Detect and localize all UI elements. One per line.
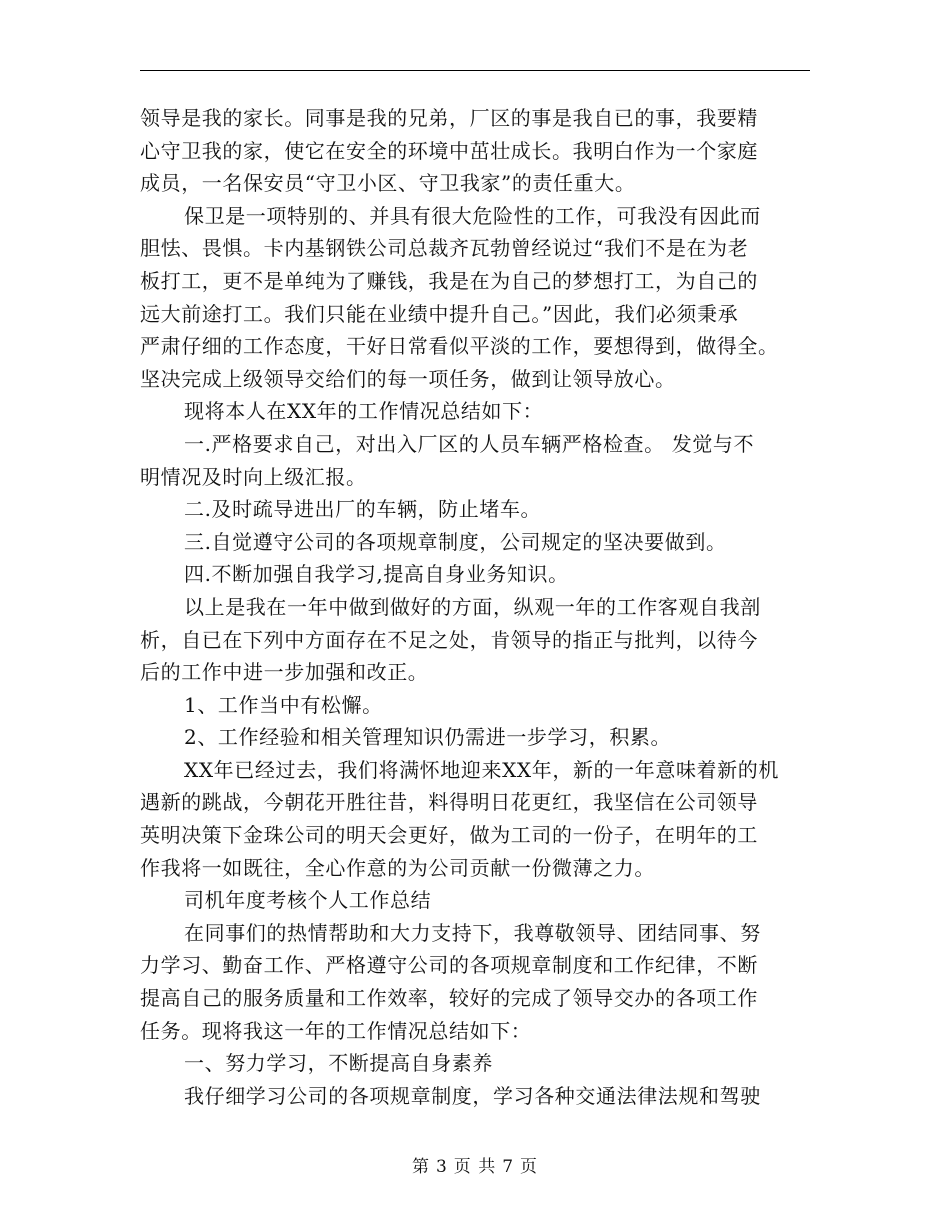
header-rule xyxy=(140,70,810,71)
footer-middle: 页 共 xyxy=(453,1157,497,1177)
document-body xyxy=(140,102,820,1112)
text-line: 作我将一如既往，全心作意的为公司贡献一份微薄之力。 xyxy=(140,855,655,880)
text-line: XX年已经过去，我们将满怀地迎来XX年，新的一年意味着新的机 xyxy=(184,757,779,782)
text-line: 提高自己的服务质量和工作效率，较好的完成了领导交办的各项工作 xyxy=(140,986,758,1011)
text-line: 遇新的跳战，今朝花开胜往昔，料得明日花更红，我坚信在公司领导 xyxy=(140,790,758,815)
text-line: 胆怯、畏惧。卡内基钢铁公司总裁齐瓦勃曾经说过“我们不是在为老 xyxy=(140,236,749,261)
footer-prefix: 第 xyxy=(411,1157,430,1177)
text-line: 1、工作当中有松懈。 xyxy=(184,692,383,717)
text-line: 领导是我的家长。同事是我的兄弟，厂区的事是我自已的事，我要精 xyxy=(140,106,758,130)
text-line: 司机年度考核个人工作总结 xyxy=(184,888,432,913)
text-line: 力学习、勤奋工作、严格遵守公司的各项规章制度和工作纪律，不断 xyxy=(140,953,758,978)
text-line: 明情况及时向上级汇报。 xyxy=(140,464,367,489)
text-line: 一、努力学习，不断提高自身素养 xyxy=(184,1051,493,1076)
text-line: 四.不断加强自我学习,提高自身业务知识。 xyxy=(184,562,569,587)
text-line: 2、工作经验和相关管理知识仍需进一步学习，积累。 xyxy=(184,725,672,750)
text-line: 心守卫我的家，使它在安全的环境中茁壮成长。我明白作为一个家庭 xyxy=(140,138,758,163)
text-line: 一.严格要求自己，对出入厂区的人员车辆严格检查。 发觉与不 xyxy=(184,431,755,456)
text-line: 严肃仔细的工作态度，干好日常看似平淡的工作，要想得到，做得全。 xyxy=(140,334,779,359)
footer-current-page: 3 xyxy=(435,1157,448,1177)
text-line: 坚决完成上级领导交给们的每一项任务，做到让领导放心。 xyxy=(140,366,676,391)
page-footer xyxy=(0,1152,950,1177)
text-line: 我仔细学习公司的各项规章制度，学习各种交通法律法规和驾驶 xyxy=(184,1083,761,1108)
text-line: 以上是我在一年中做到做好的方面，纵观一年的工作客观自我剖 xyxy=(184,594,761,619)
text-line: 三.自觉遵守公司的各项规章制度，公司规定的坚决要做到。 xyxy=(184,529,727,554)
text-line: 板打工，更不是单纯为了赚钱，我是在为自己的梦想打工，为自己的 xyxy=(140,268,758,293)
footer-suffix: 页 xyxy=(520,1157,539,1177)
text-line: 二.及时疏导进出厂的车辆，防止堵车。 xyxy=(184,497,542,522)
text-line: 现将本人在XX年的工作情况总结如下： xyxy=(184,399,544,424)
text-line: 英明决策下金珠公司的明天会更好，做为工司的一份子，在明年的工 xyxy=(140,823,758,848)
text-line: 后的工作中进一步加强和改正。 xyxy=(140,660,429,685)
text-line: 任务。现将我这一年的工作情况总结如下： xyxy=(140,1018,532,1043)
footer-total-pages: 7 xyxy=(502,1157,515,1177)
text-line: 成员，一名保安员“守卫小区、守卫我家”的责任重大。 xyxy=(140,171,636,196)
text-line: 远大前途打工。我们只能在业绩中提升自己。”因此，我们必须秉承 xyxy=(140,301,739,326)
text-line: 析，自已在下列中方面存在不足之处，肯领导的指正与批判，以待今 xyxy=(140,627,758,652)
text-line: 保卫是一项特别的、并具有很大危险性的工作，可我没有因此而 xyxy=(184,203,761,228)
text-line: 在同事们的热情帮助和大力支持下，我尊敬领导、团结同事、努 xyxy=(184,920,761,945)
